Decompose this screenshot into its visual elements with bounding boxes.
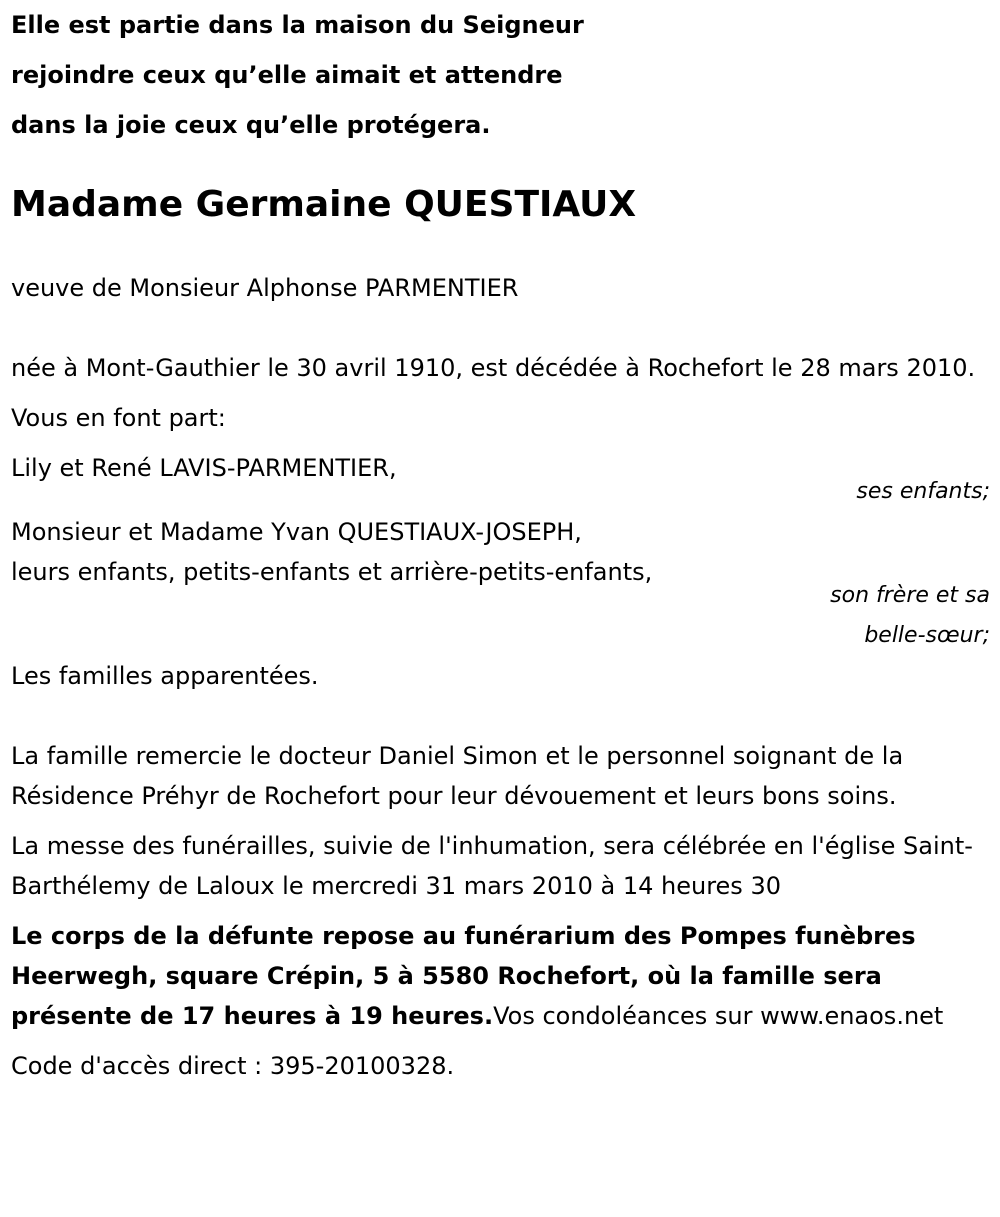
condolences-text: Vos condoléances sur www.enaos.net (493, 1002, 944, 1030)
epitaph (11, 0, 990, 150)
thanks-paragraph: La famille remercie le docteur Daniel Simon et le personnel soignant de la Résidence Préhyr de Rochefort pour leur dévouement et leurs bons soins. (11, 742, 904, 810)
epitaph-line: Elle est partie dans la maison du Seigneur (11, 11, 584, 39)
widow-of: veuve de Monsieur Alphonse PARMENTIER (11, 274, 519, 302)
sibling-names: Monsieur et Madame Yvan QUESTIAUX-JOSEPH, (11, 518, 582, 546)
announcement-intro: Vous en font part: (11, 404, 226, 432)
repose-text: Le corps de la défunte repose au funérarium des Pompes funèbres Heerwegh, square Crépin, 5 à 5580 Rochefort, où la famille sera présente de 17 heures à 19 heures. (11, 922, 916, 1030)
deceased-name: Madame Germaine QUESTIAUX (11, 184, 637, 225)
sibling-descendants: leurs enfants, petits-enfants et arrière-petits-enfants, (11, 558, 653, 586)
birth-death: née à Mont-Gauthier le 30 avril 1910, est décédée à Rochefort le 28 mars 2010. (11, 354, 976, 382)
repose-paragraph (11, 916, 990, 1036)
sibling-relation: son frère et sa (830, 583, 990, 608)
epitaph-line: dans la joie ceux qu’elle protégera. (11, 111, 491, 139)
children-relation: ses enfants; (856, 479, 990, 504)
access-code: Code d'accès direct : 395-20100328. (11, 1052, 455, 1080)
funeral-mass-paragraph: La messe des funérailles, suivie de l'inhumation, sera célébrée en l'église Saint-Barthélemy de Laloux le mercredi 31 mars 2010 à 14 heures 30 (11, 832, 973, 900)
children-names: Lily et René LAVIS-PARMENTIER, (11, 454, 397, 482)
related-families: Les familles apparentées. (11, 662, 319, 690)
epitaph-line: rejoindre ceux qu’elle aimait et attendre (11, 61, 563, 89)
sibling-relation-cont: belle-sœur; (864, 623, 990, 648)
